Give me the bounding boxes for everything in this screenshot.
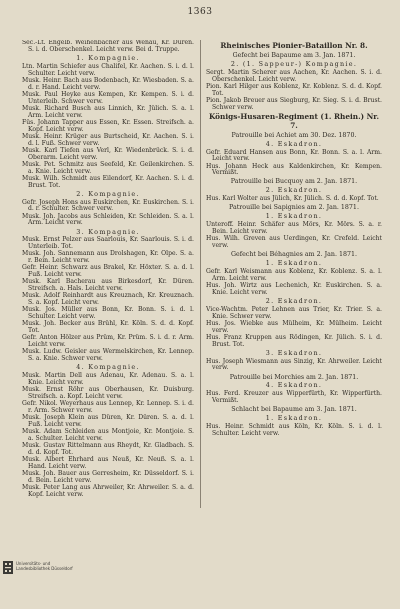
casualty-entry: Musk. Ernst Röhr aus Oberhausen, Kr. Duisburg. Streifsch. a. Kopf. Leicht verw.	[22, 386, 194, 400]
library-logo-line1: Universitäts- und	[16, 561, 51, 567]
engagement-heading: Patrouille bei Bucquoy am 2. Jan. 1871.	[230, 178, 358, 186]
casualty-entry: Sec.-Lt. Engelb. Weihenbacher aus Wenau, Kr. Düren. S. i. d. Oberschenkel. Leicht verw. Bei d. Truppe.	[22, 40, 194, 53]
library-logo-line2: Landesbibliothek Düsseldorf	[16, 566, 73, 571]
casualty-entry: Hus. Heinr. Schmidt aus Köln, Kr. Köln. S. i. d. l. Schulter. Leicht verw.	[206, 423, 382, 437]
unit-heading: 2. Eskadron.	[265, 296, 323, 305]
casualty-entry: Musk. Karl Tiefen aus Verl, Kr. Wiedenbrück. S. i. d. Oberarm. Leicht verw.	[22, 146, 194, 161]
casualty-entry: Hus. Johann Heck aus Kaldenkirchen, Kr. Kempen. Vermißt.	[206, 162, 382, 177]
casualty-entry: Ltn. Martin Schiefer aus Chalifel, Kr. Aachen. S. i. d. l. Schulter. Leicht verw.	[22, 62, 194, 77]
casualty-entry: Musk. Adam Schleiden aus Montjoie, Kr. Montjoie. S. a. Schulter. Leicht verw.	[22, 428, 194, 442]
company-heading: 2. Kompagnie.	[76, 189, 140, 198]
casualty-entry: Hus. Ferd. Kreuzer aus Wipperfürth, Kr. Wipperfürth. Vermißt.	[206, 390, 382, 405]
casualty-entry: Hus. Joh. Wirtz aus Lechenich, Kr. Euskirchen. S. a. Knie. Leicht verw.	[206, 281, 382, 296]
company-heading: 4. Kompagnie.	[76, 363, 140, 372]
casualty-entry: Hus. Wilh. Greven aus Uerdingen, Kr. Crefeld. Leicht verw.	[206, 235, 382, 249]
casualty-entry: Füs. Johann Tapper aus Essen, Kr. Essen. Streifsch. a. Kopf. Leicht verw.	[22, 118, 194, 133]
engagement-heading: Gefecht bei Bapaume am 3. Jan. 1871.	[232, 52, 356, 59]
casualty-entry: Sergt. Martin Scherer aus Aachen, Kr. Aachen. S. i. d. Oberschenkel. Leicht verw.	[206, 68, 382, 83]
casualty-entry: Musk. Joseph Klein aus Düren, Kr. Düren. S. a. d. l. Fuß. Leicht verw.	[22, 414, 194, 428]
casualty-entry: Musk. Heinr. Bach aus Bodenbach, Kr. Wiesbaden. S. a. d. r. Hand. Leicht verw.	[22, 76, 194, 91]
casualty-entry: Musk. Joh. Sannemann aus Drolshagen, Kr. Olpe. S. a. r. Bein. Leicht verw.	[22, 250, 194, 265]
casualty-entry: Gefr. Heinr. Schwarz aus Brakel, Kr. Höxter. S. a. d. l. Fuß. Leicht verw.	[22, 264, 194, 279]
unit-heading: 1. Eskadron.	[265, 414, 323, 423]
casualty-entry: Musk. Jos. Müller aus Bonn, Kr. Bonn. S. i. d. l. Schulter. Leicht verw.	[22, 306, 194, 321]
casualty-entry: Hus. Jos. Wiebke aus Mülheim, Kr. Mülheim. Leicht verw.	[206, 319, 382, 334]
casualty-entry: Musk. Ludw. Geisler aus Wermelskirchen, Kr. Lennep. S. a. Knie. Schwer verw.	[22, 348, 194, 363]
casualty-entry: Hus. Joseph Wiesmann aus Sinzig, Kr. Ahrweiler. Leicht verw.	[206, 357, 382, 372]
casualty-entry: Musk. Karl Bacherau aus Birkesdorf, Kr. Düren. Streifsch. a. Hals. Leicht verw.	[22, 278, 194, 293]
casualty-entry: Musk. Albert Ehrhard aus Neuß, Kr. Neuß. S. a. l. Hand. Leicht verw.	[22, 456, 194, 470]
left-column	[22, 40, 194, 510]
column-divider	[200, 40, 201, 508]
engagement-heading: Patrouille bei Achiet am 30. Dez. 1870.	[231, 131, 357, 139]
unit-heading: 1. Eskadron.	[265, 259, 323, 268]
casualty-entry: Vice-Wachtm. Peter Lehnen aus Trier, Kr. Trier. S. a. Knie. Schwer verw.	[206, 305, 382, 320]
regiment-heading: Königs-Husaren-Regiment (1. Rhein.) Nr. 7.	[209, 112, 379, 130]
casualty-entry: Musk. Adolf Reinhardt aus Kreuznach, Kr. Kreuznach. S. a. Kopf. Leicht verw.	[22, 292, 194, 307]
casualty-entry: Musk. Peter Lang aus Ahrweiler, Kr. Ahrweiler. S. a. d. Kopf. Leicht verw.	[22, 484, 194, 498]
library-logo	[3, 560, 73, 574]
library-logo-text	[16, 562, 73, 572]
casualty-entry: Hus. Franz Kruppen aus Rödingen, Kr. Jülich. S. i. d. Brust. Tot.	[206, 333, 382, 348]
casualty-entry: Hus. Karl Wolter aus Jülich, Kr. Jülich. S. d. d. Kopf. Tot.	[206, 195, 379, 203]
engagement-heading: Schlacht bei Bapaume am 3. Jan. 1871.	[231, 406, 357, 414]
company-heading: 3. Kompagnie.	[76, 227, 140, 236]
casualty-entry: Gefr. Eduard Hansen aus Bonn, Kr. Bonn. S. a. l. Arm. Leicht verw.	[206, 148, 382, 163]
unit-heading: 4. Eskadron.	[265, 381, 323, 390]
unit-heading: 2. (1. Sappeur-) Kompagnie.	[230, 59, 358, 68]
casualty-entry: Unteroff. Heinr. Schäfer aus Mörs, Kr. Mörs. S. a. r. Bein. Leicht verw.	[206, 221, 382, 235]
casualty-entry: Musk. Heinr. Krüger aus Burtscheid, Kr. Aachen. S. i. d. l. Fuß. Schwer verw.	[22, 132, 194, 147]
unit-heading: 3. Eskadron.	[265, 348, 323, 357]
casualty-entry: Musk. Paul Heyke aus Kempen, Kr. Kempen. S. i. d. Unterleib. Schwer verw.	[22, 90, 194, 105]
casualty-entry: Musk. Joh. Bauer aus Gerresheim, Kr. Düsseldorf. S. i. d. Bein. Leicht verw.	[22, 470, 194, 484]
page-number: 1363	[187, 7, 213, 17]
casualty-entry: Musk. Martin Dell aus Adenau, Kr. Adenau. S. a. l. Knie. Leicht verw.	[22, 372, 194, 386]
unit-heading: 1. Eskadron.	[265, 212, 323, 221]
right-column	[206, 40, 382, 470]
casualty-entry: Musk. Wilh. Schmidt aus Eilendorf, Kr. Aachen. S. i. d. Brust. Tot.	[22, 174, 194, 189]
unit-heading: 2. Eskadron.	[265, 186, 323, 195]
casualty-entry: Musk. Ernst Pelzer aus Saarlouis, Kr. Saarlouis. S. i. d. Unterleib. Tot.	[22, 236, 194, 251]
engagement-heading: Patrouille bei Sapignies am 2. Jan. 1871.	[229, 204, 359, 212]
engagement-heading: Patrouille bei Morchies am 2. Jan. 1871.	[229, 373, 359, 381]
casualty-entry: Gefr. Anton Hölzer aus Prüm, Kr. Prüm. S. i. d. r. Arm. Leicht verw.	[22, 334, 194, 349]
casualty-entry: Musk. Joh. Jacobs aus Schleiden, Kr. Schleiden. S. a. l. Arm. Leicht verw.	[22, 212, 194, 227]
casualty-entry: Musk. Joh. Becker aus Brühl, Kr. Köln. S. d. d. Kopf. Tot.	[22, 320, 194, 335]
company-heading: 1. Kompagnie.	[76, 53, 140, 62]
regiment-heading: Rheinisches Pionier-Bataillon Nr. 8.	[220, 41, 368, 50]
casualty-entry: Gefr. Karl Weismann aus Koblenz, Kr. Koblenz. S. a. l. Arm. Leicht verw.	[206, 267, 382, 282]
unit-heading: 4. Eskadron.	[265, 139, 323, 148]
casualty-entry: Gefr. Nikol. Weyerhaus aus Lennep, Kr. Lennep. S. i. d. r. Arm. Schwer verw.	[22, 400, 194, 414]
casualty-entry: Musk. Pet. Schmitz aus Seefeld, Kr. Geilenkirchen. S. a. Knie. Leicht verw.	[22, 160, 194, 175]
engagement-heading: Gefecht bei Béhagnies am 2. Jan. 1871.	[230, 251, 358, 259]
casualty-entry: Gefr. Joseph Hons aus Euskirchen, Kr. Euskirchen. S. i. d. r. Schulter. Schwer verw.	[22, 198, 194, 213]
casualty-entry: Musk. Richard Busch aus Linnich, Kr. Jülich. S. a. l. Arm. Leicht verw.	[22, 104, 194, 119]
casualty-entry: Pion. Jakob Breuer aus Siegburg, Kr. Sieg. S. i. d. Brust. Schwer verw.	[206, 96, 382, 111]
casualty-entry: Pion. Karl Hilger aus Koblenz, Kr. Koblenz. S. d. d. Kopf. Tot.	[206, 82, 382, 97]
casualty-entry: Musk. Gustav Rittelmann aus Rheydt, Kr. Gladbach. S. d. d. Kopf. Tot.	[22, 442, 194, 456]
library-logo-icon	[3, 561, 13, 574]
